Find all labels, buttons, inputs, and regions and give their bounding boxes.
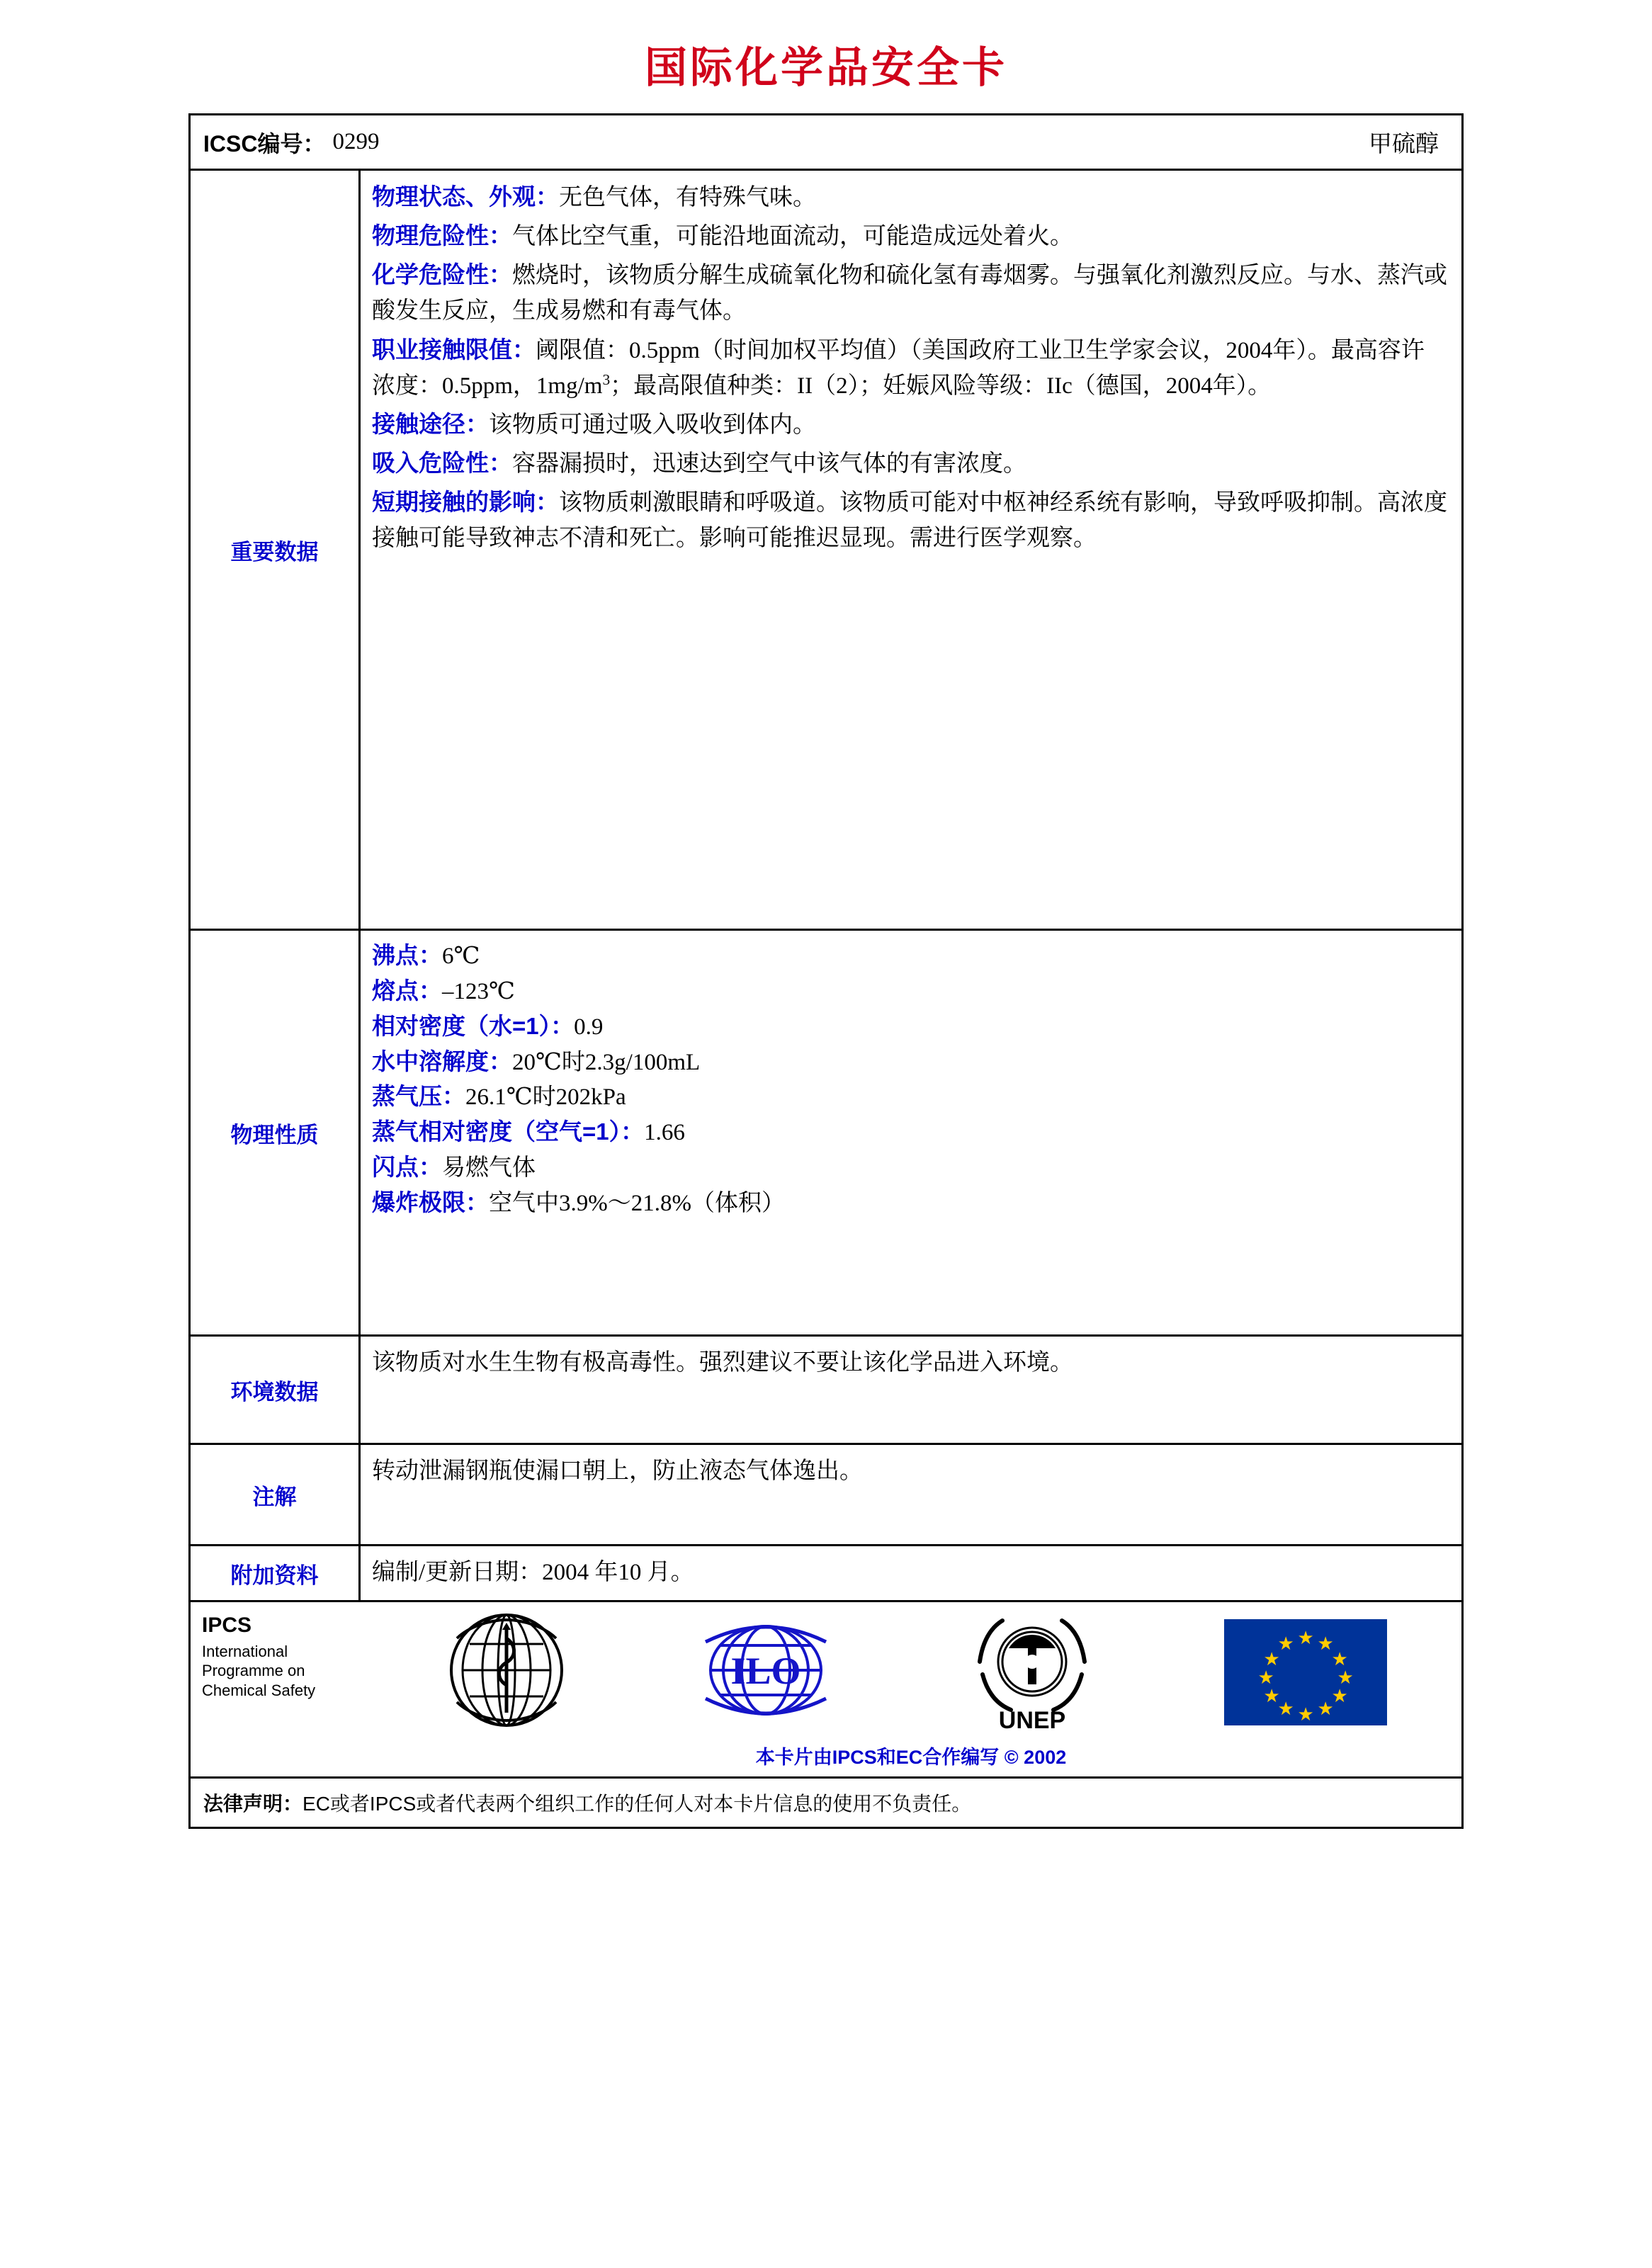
item-text: 易燃气体 <box>442 1155 536 1181</box>
who-logo <box>436 1610 577 1734</box>
item-head: 物理状态、外观： <box>372 183 559 210</box>
item-head: 吸入危险性： <box>372 450 512 477</box>
ipcs-line: International <box>202 1642 288 1660</box>
item-head: 沸点： <box>372 942 442 968</box>
item-text: 燃烧时，该物质分解生成硫氧化物和硫化氢有毒烟雾。与强氧化剂激烈反应。与水、蒸汽或酸发生反应，生成易燃和有毒气体。 <box>372 263 1447 324</box>
section-notes <box>191 1445 1461 1546</box>
card-header <box>191 115 1461 171</box>
item-head: 蒸气压： <box>372 1083 465 1110</box>
section-physical-properties <box>191 931 1461 1337</box>
item-head: 化学危险性： <box>372 261 512 288</box>
ipcs-title: IPCS <box>202 1614 252 1638</box>
icsc-card <box>188 113 1464 1829</box>
item-text: 阈限值：0.5ppm（时间加权平均值）（美国政府工业卫生学家会议，2004年）。最高容许浓度：0.5ppm，$1mg/m^3$；最高限值种类：II（2）；妊娠风险等级：IIc（德国，2004年）。 <box>372 337 1425 399</box>
content-additional: 编制/更新日期：2004 年10 月。 <box>372 1560 694 1585</box>
legal-notice <box>191 1779 1461 1827</box>
content-physical-properties <box>361 931 1461 1334</box>
phys-item <box>372 1080 1447 1114</box>
item-head: 熔点： <box>372 977 442 1004</box>
item-text: 无色气体，有特殊气味。 <box>559 185 816 210</box>
content-notes: 转动泄漏钢瓶使漏口朝上，防止液态气体逸出。 <box>372 1458 863 1484</box>
data-item <box>372 407 1447 443</box>
item-text: 空气中3.9%～21.8%（体积） <box>489 1191 785 1217</box>
eu-flag: ★ ★ ★ ★ ★ ★ ★ ★ ★ ★ ★ ★ <box>1224 1619 1387 1725</box>
data-item <box>372 446 1447 482</box>
label-physical-properties: 物理性质 <box>191 931 361 1334</box>
phys-item <box>372 1186 1447 1220</box>
data-item <box>372 179 1447 215</box>
item-text: 6℃ <box>442 943 480 969</box>
phys-item <box>372 1010 1447 1044</box>
item-head: 职业接触限值： <box>372 336 536 363</box>
page <box>0 34 1652 1829</box>
data-item <box>372 332 1447 404</box>
ipcs-line: Chemical Safety <box>202 1681 316 1699</box>
ipcs-line: Programme on <box>202 1662 305 1680</box>
phys-item <box>372 975 1447 1009</box>
phys-item <box>372 1151 1447 1185</box>
section-additional <box>191 1546 1461 1602</box>
icsc-number-value: 0299 <box>332 129 380 154</box>
content-environment: 该物质对水生生物有极高毒性。强烈建议不要让该化学品进入环境。 <box>372 1350 1073 1376</box>
item-head: 物理危险性： <box>372 222 512 249</box>
phys-item <box>372 1116 1447 1150</box>
ipcs-block <box>191 1602 361 1776</box>
item-head: 闪点： <box>372 1154 442 1181</box>
phys-item <box>372 1045 1447 1079</box>
item-text: 1.66 <box>644 1120 685 1146</box>
legal-label: 法律声明： <box>203 1793 303 1815</box>
ilo-logo <box>691 1614 840 1730</box>
label-additional: 附加资料 <box>191 1546 361 1600</box>
unep-logo <box>954 1606 1110 1737</box>
data-item <box>372 218 1447 254</box>
item-text: 气体比空气重，可能沿地面流动，可能造成远处着火。 <box>512 224 1073 250</box>
item-head: 爆炸极限： <box>372 1189 489 1216</box>
svg-text:ILO: ILO <box>730 1650 801 1693</box>
legal-text: EC或者IPCS或者代表两个组织工作的任何人对本卡片信息的使用不负责任。 <box>302 1793 972 1815</box>
chemical-name: 甲硫醇 <box>1369 132 1439 157</box>
section-important-data <box>191 171 1461 931</box>
page-title: 国际化学品安全卡 <box>645 44 1007 91</box>
logos-strip <box>361 1606 1461 1737</box>
phys-item <box>372 939 1447 973</box>
item-text: 26.1℃时202kPa <box>465 1084 626 1111</box>
logos-area <box>361 1602 1461 1776</box>
item-head: 水中溶解度： <box>372 1048 512 1075</box>
item-text: –123℃ <box>442 978 515 1004</box>
item-head: 相对密度（水=1）： <box>372 1012 575 1039</box>
icsc-number-label: ICSC编号： <box>203 130 326 157</box>
footer-logos-row <box>191 1602 1461 1779</box>
item-text: 0.9 <box>574 1014 604 1040</box>
label-important-data: 重要数据 <box>191 171 361 929</box>
item-text: 容器漏损时，迅速达到空气中该气体的有害浓度。 <box>512 451 1026 477</box>
item-head: 蒸气相对密度（空气=1）： <box>372 1118 645 1145</box>
label-notes: 注解 <box>191 1445 361 1544</box>
credit-line: 本卡片由IPCS和EC合作编写 © 2002 <box>755 1747 1067 1769</box>
item-text: 该物质可通过吸入吸收到体内。 <box>489 412 816 438</box>
content-important-data <box>361 171 1461 929</box>
item-head: 接触途径： <box>372 410 489 437</box>
item-text: 20℃时2.3g/100mL <box>512 1049 701 1075</box>
label-environment: 环境数据 <box>191 1337 361 1443</box>
item-text: 该物质刺激眼睛和呼吸道。该物质可能对中枢神经系统有影响，导致呼吸抑制。高浓度接触可能导致神志不清和死亡。影响可能推迟显现。需进行医学观察。 <box>372 490 1447 552</box>
data-item <box>372 484 1447 556</box>
unep-label: UNEP <box>998 1707 1065 1735</box>
item-head: 短期接触的影响： <box>372 489 559 516</box>
section-environment <box>191 1337 1461 1445</box>
data-item <box>372 257 1447 329</box>
